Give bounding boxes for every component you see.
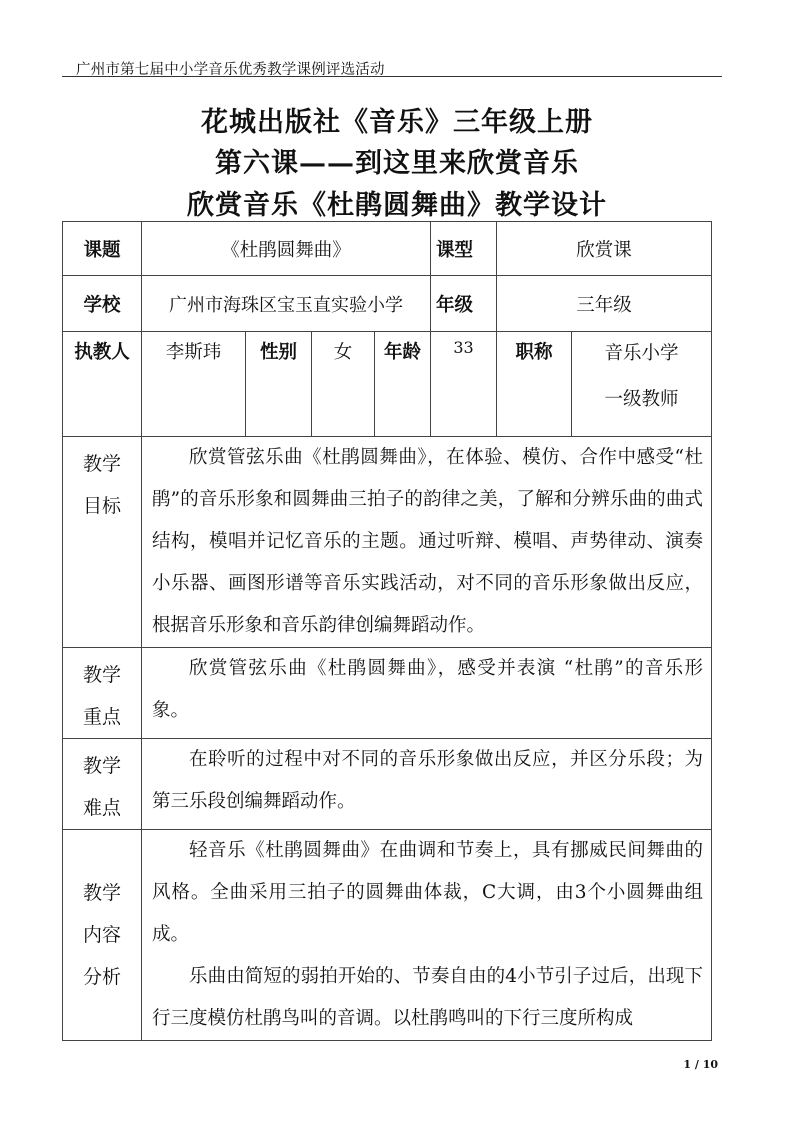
type-label: 课型 (431, 222, 497, 276)
focus-text: 欣赏管弦乐曲《杜鹃圆舞曲》，感受并表演 “杜鹃”的音乐形象。 (142, 648, 712, 739)
lesson-plan-table (62, 221, 712, 1041)
header-divider (62, 76, 722, 77)
job-title-line-2: 一级教师 (604, 389, 679, 410)
gender-value: 女 (312, 332, 375, 437)
difficulty-label: 教学 难点 (63, 739, 142, 830)
age-value: 33 (431, 332, 497, 437)
gender-label: 性别 (246, 332, 312, 437)
analysis-text: 轻音乐《杜鹃圆舞曲》在曲调和节奏上，具有挪威民间舞曲的风格。全曲采用三拍子的圆舞曲体裁，C大调，由3个小圆舞曲组成。 乐曲由简短的弱拍开始的、节奏自由的4小节引子过后，出现下行三度模仿杜鹃鸟叫的音调。以杜鹃鸣叫的下行三度所构成 (142, 830, 712, 1041)
teacher-label: 执教人 (63, 332, 142, 437)
row-focus (63, 648, 712, 739)
grade-value: 三年级 (497, 276, 712, 332)
job-title-line-1: 音乐小学 (604, 343, 679, 364)
row-topic (63, 222, 712, 276)
goals-text: 欣赏管弦乐曲《杜鹃圆舞曲》，在体验、模仿、合作中感受“杜鹃”的音乐形象和圆舞曲三拍子的韵律之美，了解和分辨乐曲的曲式结构，模唱并记忆音乐的主题。通过听辩、模唱、声势律动、演奏小乐器、画图形谱等音乐实践活动，对不同的音乐形象做出反应，根据音乐形象和音乐韵律创编舞蹈动作。 (142, 437, 712, 648)
age-label: 年龄 (375, 332, 431, 437)
topic-value: 《杜鹃圆舞曲》 (142, 222, 431, 276)
school-label: 学校 (63, 276, 142, 332)
row-difficulty (63, 739, 712, 830)
grade-label: 年级 (431, 276, 497, 332)
focus-label: 教学 重点 (63, 648, 142, 739)
goals-label: 教学 目标 (63, 437, 142, 648)
teacher-value: 李斯玮 (142, 332, 246, 437)
row-goals (63, 437, 712, 648)
row-analysis (63, 830, 712, 1041)
difficulty-text: 在聆听的过程中对不同的音乐形象做出反应，并区分乐段；为第三乐段创编舞蹈动作。 (142, 739, 712, 830)
title-line-3: 欣赏音乐《杜鹃圆舞曲》教学设计 (187, 190, 607, 221)
job-title-value (572, 332, 712, 437)
row-teacher (63, 332, 712, 437)
title-line-1: 花城出版社《音乐》三年级上册 (201, 107, 593, 138)
school-value: 广州市海珠区宝玉直实验小学 (142, 276, 431, 332)
analysis-label: 教学 内容 分析 (63, 830, 142, 1041)
topic-label: 课题 (63, 222, 142, 276)
page-number: 1 / 10 (683, 1058, 718, 1071)
row-school (63, 276, 712, 332)
page-header: 广州市第七届中小学音乐优秀教学课例评选活动 (76, 62, 385, 78)
job-title-label: 职称 (497, 332, 572, 437)
type-value: 欣赏课 (497, 222, 712, 276)
title-line-2: 第六课——到这里来欣赏音乐 (215, 148, 579, 179)
